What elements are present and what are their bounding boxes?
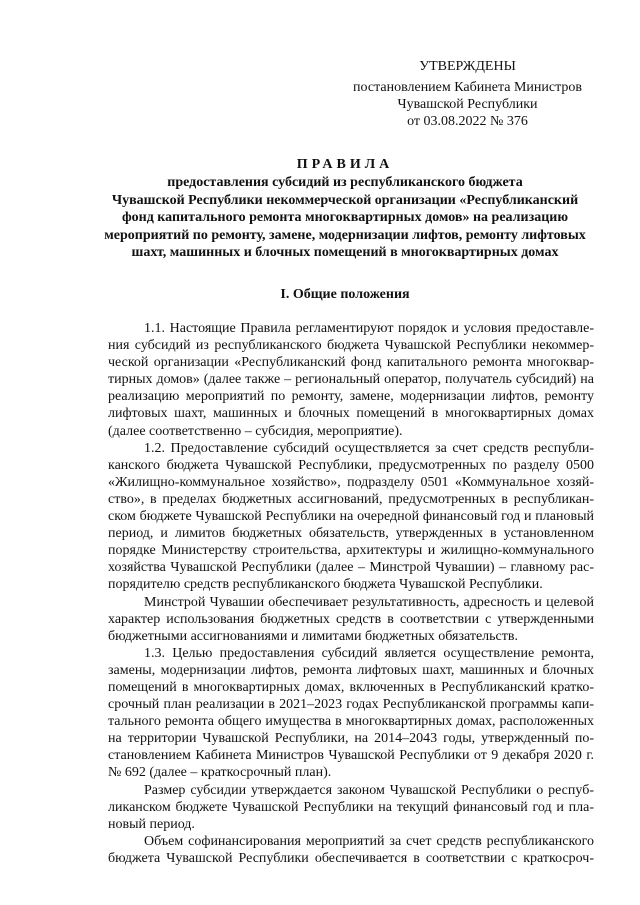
paragraph-line: период, и лимитов бюджетных обязательств, утвержденных в установленном xyxy=(108,526,594,542)
paragraph-line: 1.1. Настоящие Правила регламентируют порядок и условия предоставле- xyxy=(144,321,594,336)
subtitle-line: Чувашской Республики некоммерческой организации «Республиканский xyxy=(111,192,579,208)
paragraph xyxy=(108,440,594,594)
subtitle-line: мероприятий по ремонту, замене, модернизации лифтов, ремонту лифтовых xyxy=(104,227,586,243)
paragraph-line: ском бюджете Чувашской Республики на очередной финансовый год и плановый xyxy=(108,509,594,525)
paragraph-line: на территории Чувашской Республики, на 2014–2043 годы, утвержденный по- xyxy=(108,731,594,747)
document-title: ПРАВИЛА xyxy=(296,157,394,172)
subtitle-line: шахт, машинных и блочных помещений в многоквартирных домах xyxy=(131,245,559,260)
paragraph xyxy=(108,320,594,440)
paragraph-line: порядке Министерству строительства, архитектуры и жилищно-коммунального xyxy=(108,543,594,559)
paragraph-line: становлением Кабинета Министров Чувашской Республики от 9 декабря 2020 г. xyxy=(108,748,594,764)
paragraph-line: тирных домов» (далее также – региональный оператор, получатель субсидий) на xyxy=(108,372,594,388)
paragraph-line: ство», в пределах бюджетных ассигнований, предусмотренных в республикан- xyxy=(108,491,594,507)
document-subtitle xyxy=(100,174,590,262)
approval-date-number: от 03.08.2022 № 376 xyxy=(407,114,528,129)
paragraph-line: 1.2. Предоставление субсидий осуществляется за счет средств республи- xyxy=(144,440,594,456)
paragraph-line: хозяйства Чувашской Республики (далее – Минстрой Чувашии) – главному рас- xyxy=(108,560,594,576)
paragraph-line: бюджета Чувашской Республики обеспечивается в соответствии с краткосроч- xyxy=(108,850,594,866)
paragraph-line: бюджетными ассигнованиями и лимитами бюджетных обязательств. xyxy=(108,628,518,644)
approval-heading: УТВЕРЖДЕНЫ xyxy=(419,59,516,74)
paragraph xyxy=(108,782,594,833)
subtitle-line: фонд капитального ремонта многоквартирных домов» на реализацию xyxy=(121,210,569,225)
paragraph xyxy=(108,594,594,645)
paragraph-line: замены, модернизации лифтов, ремонта лифтовых шахт, машинных и блочных xyxy=(108,662,594,678)
paragraph-line: лифтовых шахт, машинных и блочных помещений в многоквартирных домах xyxy=(108,406,594,422)
title-block xyxy=(100,156,590,262)
paragraph-line: «Жилищно-коммунальное хозяйство», подразделу 0501 «Коммунальное хозяй- xyxy=(108,474,594,490)
paragraph-line: Минстрой Чувашии обеспечивает результативность, адресность и целевой xyxy=(144,594,594,610)
paragraph-line: порядителю средств республиканского бюджета Чувашской Республики. xyxy=(108,577,543,593)
section-heading: I. Общие положения xyxy=(280,287,410,302)
paragraph-line: тального ремонта общего имущества в многоквартирных домах, расположенных xyxy=(108,714,594,730)
paragraph-line: ческой организации «Республиканский фонд капитального ремонта многоквар- xyxy=(108,355,594,371)
body-text xyxy=(108,320,594,867)
paragraph-line: канского бюджета Чувашской Республики, предусмотренных по разделу 0500 xyxy=(108,457,594,473)
paragraph-line: реализацию мероприятий по ремонту, замене, модернизации лифтов, ремонту xyxy=(108,389,594,405)
paragraph-line: характер использования бюджетных средств в соответствии с утвержденными xyxy=(108,611,594,627)
paragraph-line: срочный план реализации в 2021–2023 годах Республиканской программы капи- xyxy=(108,697,594,713)
paragraph xyxy=(108,833,594,867)
paragraph-line: (далее соответственно – субсидия, мероприятие). xyxy=(108,423,403,439)
paragraph-line: помещений в многоквартирных домах, включенных в Республиканский кратко- xyxy=(108,679,594,695)
paragraph-line: ния субсидий из республиканского бюджета Чувашской Республики некоммер- xyxy=(108,338,594,354)
subtitle-line: предоставления субсидий из республиканского бюджета xyxy=(167,175,523,190)
paragraph-line: 1.3. Целью предоставления субсидий является осуществление ремонта, xyxy=(144,645,594,661)
paragraph-line: № 692 (далее – краткосрочный план). xyxy=(108,765,332,781)
paragraph-line: Размер субсидии утверждается законом Чувашской Республики о респуб- xyxy=(144,782,594,798)
approval-authority: постановлением Кабинета Министров xyxy=(353,80,582,95)
paragraph-line: новый период. xyxy=(108,816,195,832)
paragraph-line: ликанском бюджете Чувашской Республики на текущий финансовый год и пла- xyxy=(108,799,594,815)
approval-republic: Чувашской Республики xyxy=(397,97,538,112)
paragraph-line: Объем софинансирования мероприятий за счет средств республиканского xyxy=(144,833,594,849)
approval-stamp xyxy=(340,58,595,130)
paragraph xyxy=(108,645,594,782)
